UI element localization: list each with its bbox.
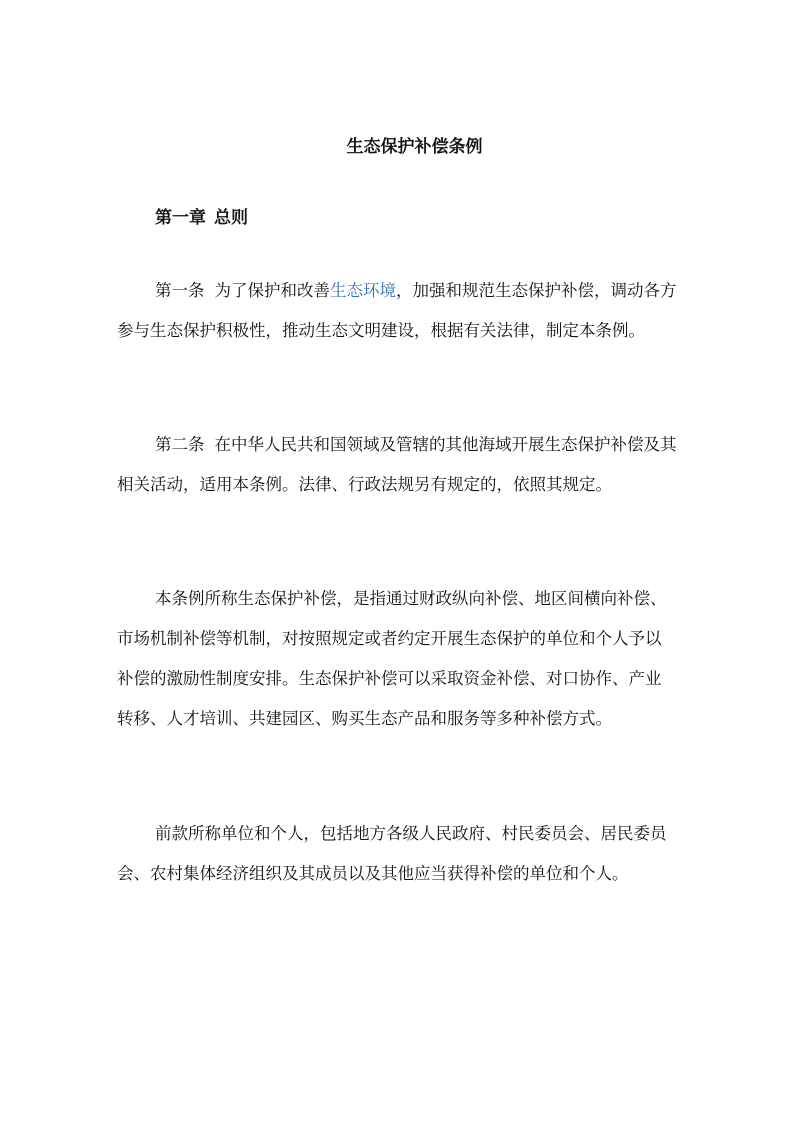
chapter-heading	[155, 207, 248, 229]
article-2-label: 第二条	[155, 435, 205, 454]
article-1-text-before-link: 为了保护和改善	[214, 281, 330, 300]
article-1-text-after-link: ，加强和规范生态保护补偿，调动各方参与生态保护积极性，推动生态文明建设，根据有关法律，制定本条例。	[117, 281, 677, 340]
article-2-paragraph	[117, 425, 677, 505]
chapter-number: 第一章	[155, 208, 206, 228]
definition-paragraph: 本条例所称生态保护补偿，是指通过财政纵向补偿、地区间横向补偿、市场机制补偿等机制，对按照规定或者约定开展生态保护的单位和个人予以补偿的激励性制度安排。生态保护补偿可以采取资金补偿、对口协作、产业转移、人才培训、共建园区、购买生态产品和服务等多种补偿方式。	[117, 589, 667, 728]
article-1-paragraph	[117, 271, 677, 351]
document-title: 生态保护补偿条例	[346, 137, 483, 157]
chapter-name: 总则	[214, 208, 248, 228]
article-2-text: 在中华人民共和国领域及管辖的其他海域开展生态保护补偿及其相关活动，适用本条例。法律、行政法规另有规定的，依照其规定。	[117, 435, 677, 494]
article-1-label: 第一条	[155, 281, 205, 300]
ecological-environment-link[interactable]: 生态环境	[330, 281, 396, 300]
units-individuals-paragraph: 前款所称单位和个人，包括地方各级人民政府、村民委员会、居民委员会、农村集体经济组织及其成员以及其他应当获得补偿的单位和个人。	[117, 824, 667, 883]
